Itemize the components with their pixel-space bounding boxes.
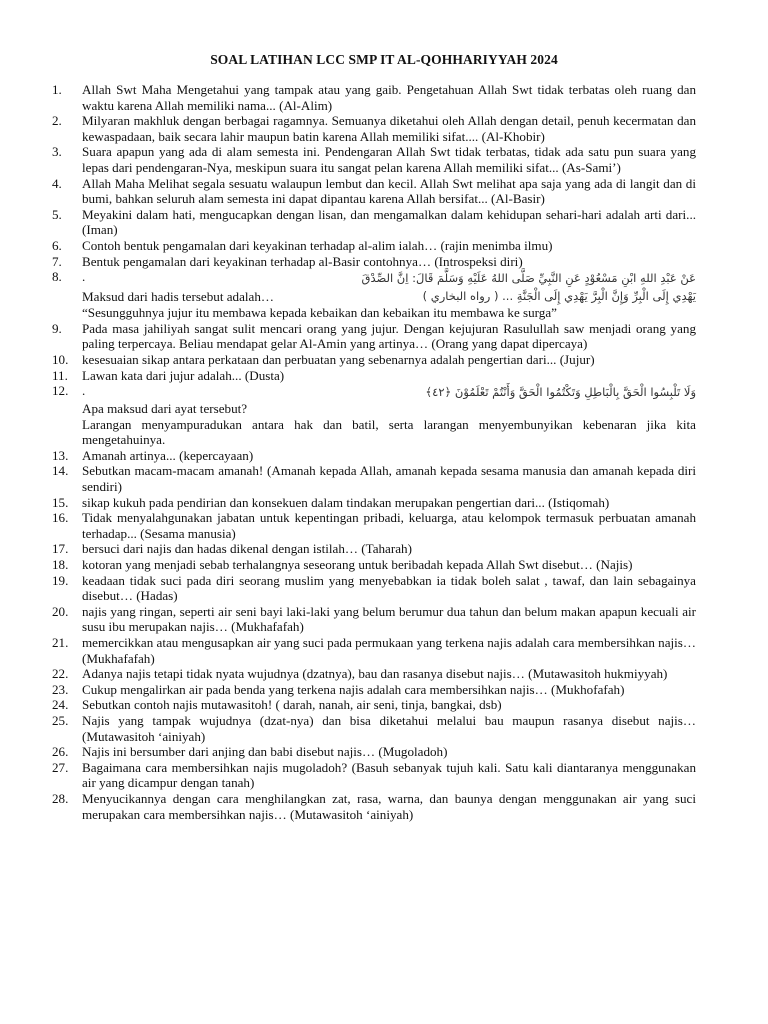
list-item-5 bbox=[52, 207, 696, 238]
list-item-25 bbox=[52, 713, 696, 744]
hadith-answer: “Sesungguhnya jujur itu membawa kepada kebaikan dan kebaikan itu membawa ke surga” bbox=[82, 305, 557, 321]
item-text: Najis yang tampak wujudnya (dzat-nya) dan bisa diketahui melalui bau maupun rasanya disebut najis… (Mutawasitoh ‘ainiyah) bbox=[82, 712, 696, 744]
item-number: 10. bbox=[52, 351, 69, 367]
item-number: 16. bbox=[52, 510, 69, 526]
hadith-question: Maksud dari hadis tersebut adalah… bbox=[82, 289, 274, 305]
list-item-17 bbox=[52, 541, 696, 557]
item-number: 23. bbox=[52, 681, 69, 697]
item-text: Contoh bentuk pengamalan dari keyakinan terhadap al-alim ialah… (rajin menimba ilmu) bbox=[82, 237, 553, 253]
item-number: 13. bbox=[52, 447, 69, 463]
ayat-answer: Larangan menyampuradukan antara hak dan batil, serta larangan menyembunyikan kebenaran jika kita mengetahuinya. bbox=[82, 416, 696, 448]
item-number: 25. bbox=[52, 712, 69, 728]
item-number: 8. bbox=[52, 269, 62, 285]
item-text: Allah Swt Maha Mengetahui yang tampak atau yang gaib. Pengetahuan Allah Swt tidak terbatas oleh ruang dan waktu karena Allah memiliki nama... (Al-Alim) bbox=[82, 82, 696, 113]
list-item-20 bbox=[52, 604, 696, 635]
hadith-row-2 bbox=[82, 287, 696, 305]
hadith-arabic-line-2: يَهْدِي إِلَى الْبِرِّ وَإِنَّ الْبِرَّ يَهْدِي إِلَى الْجَنَّةِ ... ( رواه البخاري ) bbox=[422, 289, 696, 304]
item-body bbox=[82, 383, 696, 448]
list-item-26 bbox=[52, 744, 696, 760]
list-item-6 bbox=[52, 238, 696, 254]
item-number: 9. bbox=[52, 320, 62, 336]
item-number: 14. bbox=[52, 463, 69, 479]
item-number: 3. bbox=[52, 144, 62, 160]
item-body bbox=[82, 269, 696, 321]
ayat-arabic: وَلَا تَلْبِسُوا الْحَقَّ بِالْبَاطِلِ وَتَكْتُمُوا الْحَقَّ وَأَنْتُمْ تَعْلَمُوْنَ ﴿٤٢﴾ bbox=[425, 385, 696, 400]
item-number: 20. bbox=[52, 603, 69, 619]
item-dot: . bbox=[82, 269, 86, 285]
item-number: 27. bbox=[52, 759, 69, 775]
list-item-27 bbox=[52, 760, 696, 791]
item-text: Bentuk pengamalan dari keyakinan terhadap al-Basir contohnya… (Introspeksi diri) bbox=[82, 253, 523, 269]
list-item-3 bbox=[52, 144, 696, 175]
item-text: keadaan tidak suci pada diri seorang muslim yang menyebabkan ia tidak boleh salat , tawaf, dan lain sebagainya disebut… (Hadas) bbox=[82, 572, 696, 604]
item-number: 26. bbox=[52, 744, 69, 760]
item-text: kotoran yang menjadi sebab terhalangnya seseorang untuk beribadah kepada Allah Swt disebut… (Najis) bbox=[82, 557, 633, 573]
item-number: 15. bbox=[52, 494, 69, 510]
ayat-question: Apa maksud dari ayat tersebut? bbox=[82, 401, 248, 417]
item-text: kesesuaian sikap antara perkataan dan perbuatan yang sebenarnya adalah pengertian dari... (Jujur) bbox=[82, 351, 595, 367]
list-item-1 bbox=[52, 82, 696, 113]
hadith-arabic-line-1: عَنْ عَبْدِ اللهِ ابْنِ مَسْعُوْدٍ عَنِ النَّبِيِّ صَلَّى اللهُ عَلَيْهِ وَسَلَّمَ قَالَ: اِنَّ الصِّدْقَ bbox=[361, 271, 696, 286]
item-number: 11. bbox=[52, 367, 68, 383]
list-item-4 bbox=[52, 176, 696, 207]
list-item-9 bbox=[52, 321, 696, 352]
item-text: najis yang ringan, seperti air seni bayi laki-laki yang belum berumur dua tahun dan belum makan apapun kecuali air susu ibu merupakan najis… (Mukhafafah) bbox=[82, 603, 696, 635]
item-number: 18. bbox=[52, 557, 69, 573]
list-item-12 bbox=[52, 383, 696, 448]
list-item-10 bbox=[52, 352, 696, 368]
item-number: 24. bbox=[52, 697, 69, 713]
item-number: 28. bbox=[52, 790, 69, 806]
item-text: Meyakini dalam hati, mengucapkan dengan lisan, dan mengamalkan dalam kehidupan sehari-hari adalah arti dari... (Iman) bbox=[82, 206, 696, 238]
list-item-7 bbox=[52, 254, 696, 270]
list-item-23 bbox=[52, 682, 696, 698]
item-text: Menyucikannya dengan cara menghilangkan zat, rasa, warna, dan baunya dengan menggunakan air yang suci merupakan cara membersihkan najis… (Mutawasitoh ‘ainiyah) bbox=[82, 790, 696, 822]
question-list bbox=[52, 82, 696, 822]
item-text: Lawan kata dari jujur adalah... (Dusta) bbox=[82, 367, 285, 383]
list-item-8 bbox=[52, 269, 696, 321]
ayat-row bbox=[82, 383, 696, 401]
item-text: Pada masa jahiliyah sangat sulit mencari orang yang jujur. Dengan kejujuran Rasulullah saw menjadi orang yang paling terpercaya. Beliau mendapat gelar Al-Amin yang artinya… (Orang yang dapat dipercaya) bbox=[82, 320, 696, 352]
list-item-15 bbox=[52, 495, 696, 511]
item-text: Allah Maha Melihat segala sesuatu walaupun lembut dan kecil. Allah Swt melihat apa saja yang ada di langit dan di bumi, bahkan seluruh alam semesta ini dapat dipantau karena Allah bersifat... (Al-Basir) bbox=[82, 175, 696, 207]
list-item-16 bbox=[52, 510, 696, 541]
item-number: 1. bbox=[52, 82, 62, 97]
item-text: memercikkan atau mengusapkan air yang suci pada permukaan yang terkena najis adalah cara membersihkan najis… (Mukhafafah) bbox=[82, 635, 696, 666]
item-number: 19. bbox=[52, 572, 69, 588]
list-item-22 bbox=[52, 666, 696, 682]
item-number: 21. bbox=[52, 635, 69, 650]
list-item-21 bbox=[52, 635, 696, 666]
list-item-24 bbox=[52, 697, 696, 713]
item-text: Sebutkan macam-macam amanah! (Amanah kepada Allah, amanah kepada sesama manusia dan amanah kepada diri sendiri) bbox=[82, 463, 696, 495]
item-text: Amanah artinya... (kepercayaan) bbox=[82, 447, 254, 463]
item-text: sikap kukuh pada pendirian dan konsekuen dalam tindakan merupakan pengertian dari... (Istiqomah) bbox=[82, 494, 610, 510]
item-number: 7. bbox=[52, 253, 62, 269]
list-item-14 bbox=[52, 463, 696, 494]
page-title: SOAL LATIHAN LCC SMP IT AL-QOHHARIYYAH 2024 bbox=[210, 52, 558, 67]
item-text: Cukup mengalirkan air pada benda yang terkena najis adalah cara membersihkan najis… (Mukhofafah) bbox=[82, 681, 625, 697]
item-text: Bagaimana cara membersihkan najis mugoladoh? (Basuh sebanyak tujuh kali. Satu kali diantaranya menggunakan air yang dicampur dengan tanah) bbox=[82, 759, 696, 791]
list-item-28 bbox=[52, 791, 696, 822]
hadith-row-1 bbox=[82, 269, 696, 287]
item-text: Tidak menyalahgunakan jabatan untuk kepentingan pribadi, keluarga, atau kelompok termasuk perbuatan amanah terhadap... (Sesama manusia) bbox=[82, 510, 696, 541]
item-number: 17. bbox=[52, 541, 69, 557]
list-item-18 bbox=[52, 557, 696, 573]
list-item-2 bbox=[52, 113, 696, 144]
item-text: Najis ini bersumber dari anjing dan babi disebut najis… (Mugoladoh) bbox=[82, 744, 448, 760]
item-dot: . bbox=[82, 383, 86, 399]
list-item-13 bbox=[52, 448, 696, 464]
list-item-19 bbox=[52, 573, 696, 604]
item-text: Sebutkan contoh najis mutawasitoh! ( darah, nanah, air seni, tinja, bangkai, dsb) bbox=[82, 697, 502, 713]
item-number: 2. bbox=[52, 113, 62, 129]
list-item-11 bbox=[52, 368, 696, 384]
item-number: 22. bbox=[52, 666, 69, 682]
item-text: Milyaran makhluk dengan berbagai ragamnya. Semuanya diketahui oleh Allah dengan detail, penuh kecermatan dan kewaspadaan, baik secara lahir maupun batin karena Allah memiliki sifat.... (Al-Khobir) bbox=[82, 113, 696, 144]
item-text: Suara apapun yang ada di alam semesta ini. Pendengaran Allah Swt tidak terbatas, tidak ada satu pun suara yang lepas dari pendengaran-Nya, meskipun suara itu sangat pelan karena Allah memiliki sifat... (As-Sami’) bbox=[82, 144, 696, 175]
item-number: 5. bbox=[52, 206, 62, 222]
item-number: 4. bbox=[52, 175, 62, 191]
item-text: bersuci dari najis dan hadas dikenal dengan istilah… (Taharah) bbox=[82, 541, 412, 557]
item-number: 6. bbox=[52, 237, 62, 253]
item-text: Adanya najis tetapi tidak nyata wujudnya (dzatnya), bau dan rasanya disebut najis… (Mutawasitoh hukmiyyah) bbox=[82, 666, 668, 682]
item-number: 12. bbox=[52, 383, 69, 399]
